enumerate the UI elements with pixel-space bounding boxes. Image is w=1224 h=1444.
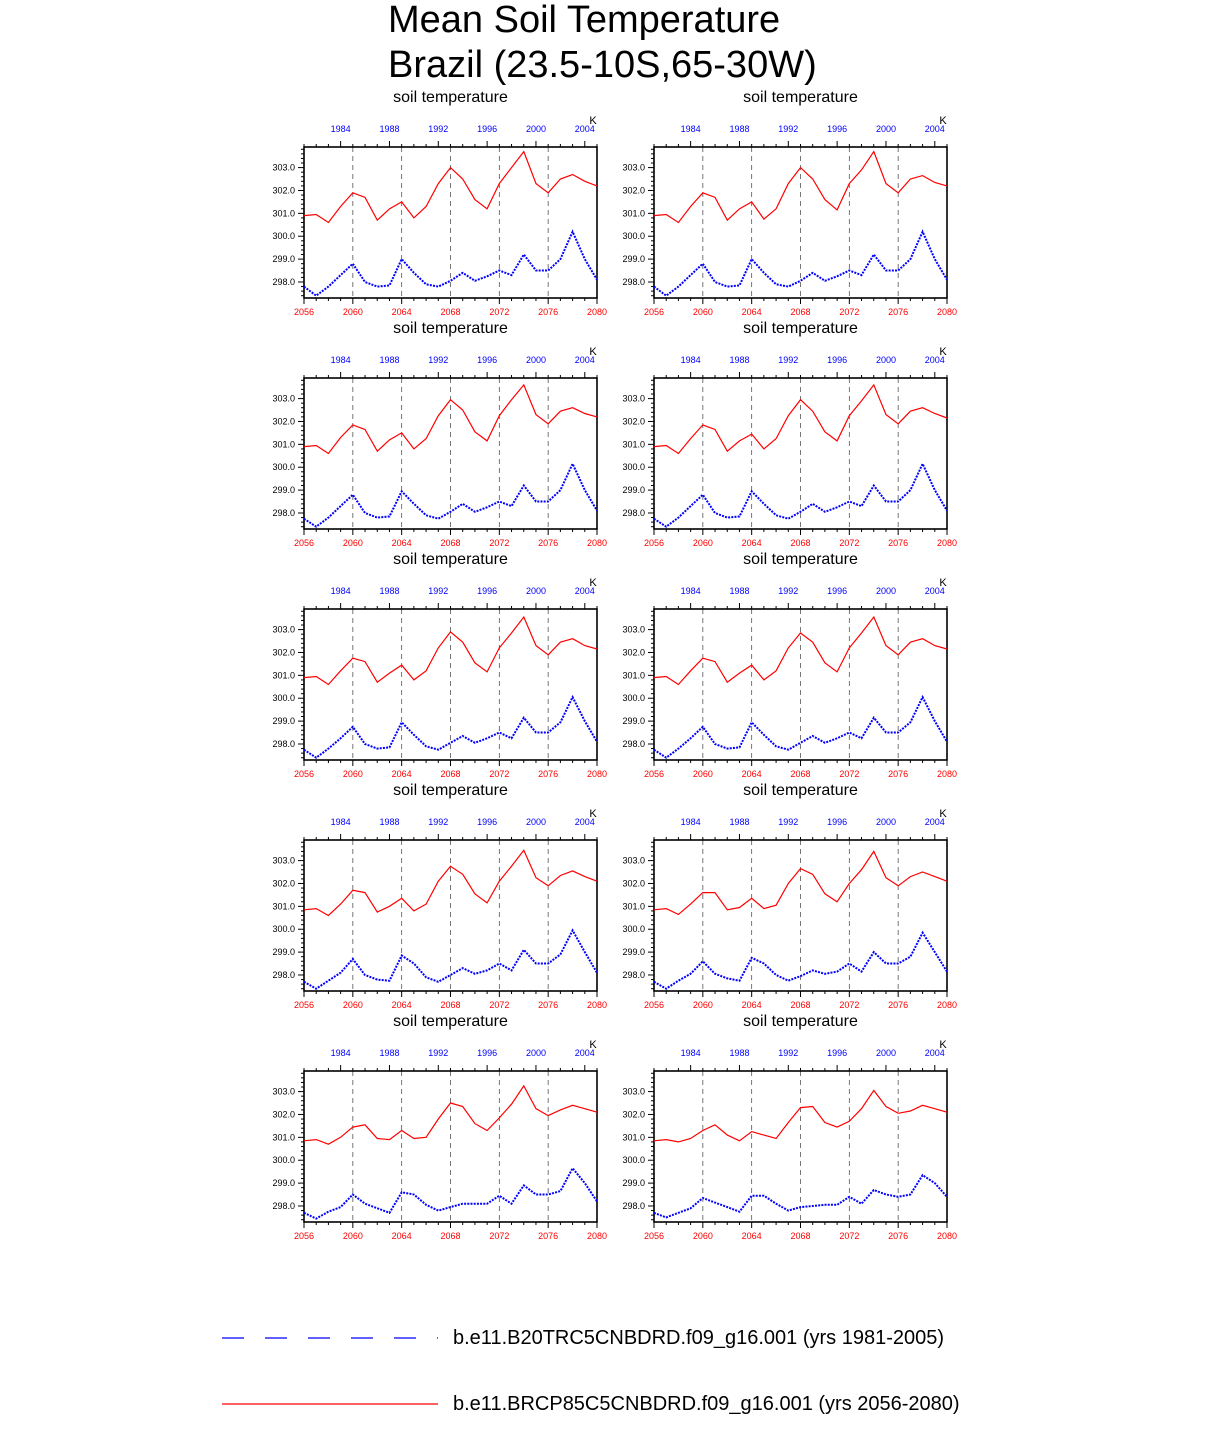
x-tick-label: 2056 [293, 769, 315, 779]
y-tick-label: 303.0 [272, 1086, 295, 1097]
x-tick-label: 2060 [692, 538, 713, 548]
x-top-tick-label: 1988 [379, 1048, 400, 1058]
x-top-tick-label: 2000 [525, 586, 546, 596]
y-tick-label: 300.0 [272, 924, 295, 935]
x-tick-label: 2072 [489, 1000, 510, 1010]
chart-panel-6 [622, 551, 957, 779]
y-tick-label: 303.0 [622, 624, 645, 635]
x-top-tick-label: 1992 [428, 1048, 449, 1058]
x-tick-label: 2060 [692, 1231, 713, 1241]
x-top-tick-label: 1992 [428, 586, 449, 596]
y-tick-label: 303.0 [272, 162, 295, 173]
x-top-tick-label: 1992 [778, 1048, 799, 1058]
x-tick-label: 2056 [643, 1231, 665, 1241]
y-tick-label: 301.0 [622, 208, 645, 219]
x-top-tick-label: 2000 [525, 1048, 546, 1058]
x-top-tick-label: 1996 [827, 124, 848, 134]
y-tick-label: 302.0 [622, 185, 645, 196]
panel-title: soil temperature [393, 551, 508, 568]
panel-title: soil temperature [743, 89, 858, 106]
x-tick-label: 2056 [643, 1000, 665, 1010]
x-top-tick-label: 1992 [778, 586, 799, 596]
y-tick-label: 300.0 [272, 231, 295, 242]
x-top-tick-label: 1988 [379, 586, 400, 596]
x-top-tick-label: 1992 [778, 124, 799, 134]
x-top-tick-label: 2004 [574, 124, 595, 134]
x-tick-label: 2072 [839, 1000, 860, 1010]
units-label: K [589, 346, 597, 358]
y-tick-label: 298.0 [622, 738, 645, 749]
panel-title: soil temperature [393, 1013, 508, 1030]
x-tick-label: 2064 [391, 769, 412, 779]
x-top-tick-label: 2004 [574, 817, 595, 827]
x-tick-label: 2068 [440, 307, 461, 317]
x-top-tick-label: 1984 [330, 355, 351, 365]
x-top-tick-label: 1988 [729, 586, 750, 596]
x-top-tick-label: 1984 [680, 355, 701, 365]
units-label: K [939, 346, 947, 358]
y-tick-label: 298.0 [272, 969, 295, 980]
y-tick-label: 299.0 [272, 716, 295, 727]
x-tick-label: 2056 [643, 769, 665, 779]
y-tick-label: 298.0 [622, 969, 645, 980]
y-tick-label: 301.0 [272, 670, 295, 681]
x-top-tick-label: 1988 [729, 817, 750, 827]
y-tick-label: 301.0 [272, 208, 295, 219]
y-tick-label: 303.0 [622, 162, 645, 173]
units-label: K [939, 577, 947, 589]
x-top-tick-label: 1996 [477, 586, 498, 596]
x-tick-label: 2064 [391, 1000, 412, 1010]
legend-solid-line [220, 1389, 445, 1419]
x-top-tick-label: 2000 [525, 817, 546, 827]
y-tick-label: 298.0 [272, 276, 295, 287]
y-tick-label: 302.0 [622, 416, 645, 427]
x-tick-label: 2056 [293, 1000, 315, 1010]
x-top-tick-label: 2000 [875, 355, 896, 365]
x-tick-label: 2064 [741, 1000, 762, 1010]
y-tick-label: 298.0 [622, 276, 645, 287]
x-tick-label: 2072 [489, 1231, 510, 1241]
legend-label-historical: b.e11.B20TRC5CNBDRD.f09_g16.001 (yrs 1981-2005) [453, 1327, 945, 1349]
chart-panel-4 [622, 320, 957, 548]
x-tick-label: 2060 [342, 1000, 363, 1010]
x-tick-label: 2080 [936, 1231, 958, 1241]
x-top-tick-label: 2000 [525, 124, 546, 134]
y-tick-label: 300.0 [272, 462, 295, 473]
y-tick-label: 300.0 [272, 1155, 295, 1166]
x-tick-label: 2068 [790, 538, 811, 548]
x-top-tick-label: 2004 [574, 1048, 595, 1058]
x-top-tick-label: 2004 [924, 817, 945, 827]
y-tick-label: 300.0 [272, 693, 295, 704]
units-label: K [939, 115, 947, 127]
y-tick-label: 302.0 [272, 878, 295, 889]
chart-panel-2 [622, 89, 957, 317]
historical-series-line [304, 1168, 597, 1218]
panel-title: soil temperature [743, 551, 858, 568]
figure-title-line-1: Mean Soil Temperature [388, 0, 781, 41]
y-tick-label: 301.0 [272, 439, 295, 450]
panel-title: soil temperature [393, 89, 508, 106]
x-top-tick-label: 1984 [680, 586, 701, 596]
y-tick-label: 299.0 [622, 485, 645, 496]
x-tick-label: 2068 [790, 769, 811, 779]
x-top-tick-label: 1984 [330, 817, 351, 827]
y-tick-label: 298.0 [622, 507, 645, 518]
x-top-tick-label: 2004 [574, 586, 595, 596]
x-tick-label: 2060 [692, 769, 713, 779]
chart-panel-3 [272, 320, 607, 548]
x-tick-label: 2072 [839, 769, 860, 779]
x-top-tick-label: 1992 [778, 355, 799, 365]
x-top-tick-label: 1996 [827, 586, 848, 596]
panel-title: soil temperature [393, 320, 508, 337]
x-tick-label: 2056 [643, 538, 665, 548]
x-top-tick-label: 1988 [379, 355, 400, 365]
x-top-tick-label: 1996 [827, 1048, 848, 1058]
x-tick-label: 2056 [293, 1231, 315, 1241]
chart-panel-8 [622, 782, 957, 1010]
y-tick-label: 303.0 [272, 624, 295, 635]
units-label: K [589, 115, 597, 127]
x-tick-label: 2072 [839, 538, 860, 548]
chart-panel-9 [272, 1013, 607, 1241]
chart-panel-5 [272, 551, 607, 779]
x-tick-label: 2072 [489, 538, 510, 548]
y-tick-label: 302.0 [272, 647, 295, 658]
x-tick-label: 2064 [741, 307, 762, 317]
x-tick-label: 2064 [391, 1231, 412, 1241]
chart-panel-1 [272, 89, 607, 317]
y-tick-label: 301.0 [622, 901, 645, 912]
x-top-tick-label: 1984 [330, 124, 351, 134]
legend-label-future: b.e11.BRCP85C5CNBDRD.f09_g16.001 (yrs 2056-2080) [453, 1393, 960, 1415]
x-tick-label: 2064 [391, 538, 412, 548]
y-tick-label: 298.0 [622, 1200, 645, 1211]
x-tick-label: 2056 [293, 538, 315, 548]
x-top-tick-label: 1984 [330, 1048, 351, 1058]
x-top-tick-label: 1984 [680, 1048, 701, 1058]
y-tick-label: 299.0 [272, 485, 295, 496]
x-top-tick-label: 1988 [729, 355, 750, 365]
x-tick-label: 2072 [489, 307, 510, 317]
x-tick-label: 2080 [936, 1000, 958, 1010]
x-top-tick-label: 1988 [729, 124, 750, 134]
y-tick-label: 300.0 [622, 462, 645, 473]
x-top-tick-label: 1996 [477, 817, 498, 827]
x-tick-label: 2076 [888, 1231, 909, 1241]
units-label: K [939, 808, 947, 820]
x-tick-label: 2076 [538, 538, 559, 548]
x-tick-label: 2076 [538, 769, 559, 779]
chart-panel-10 [622, 1013, 957, 1241]
x-tick-label: 2068 [790, 1000, 811, 1010]
x-tick-label: 2072 [489, 769, 510, 779]
figure-title-line-2: Brazil (23.5-10S,65-30W) [388, 44, 817, 86]
x-top-tick-label: 1988 [379, 817, 400, 827]
units-label: K [589, 577, 597, 589]
panel-title: soil temperature [743, 1013, 858, 1030]
x-tick-label: 2060 [692, 1000, 713, 1010]
x-tick-label: 2080 [936, 769, 958, 779]
x-tick-label: 2060 [342, 769, 363, 779]
y-tick-label: 303.0 [622, 1086, 645, 1097]
y-tick-label: 298.0 [272, 1200, 295, 1211]
y-tick-label: 300.0 [622, 693, 645, 704]
x-top-tick-label: 2004 [924, 355, 945, 365]
y-tick-label: 302.0 [272, 1109, 295, 1120]
x-top-tick-label: 2000 [875, 586, 896, 596]
x-top-tick-label: 1996 [827, 355, 848, 365]
x-tick-label: 2064 [741, 1231, 762, 1241]
x-tick-label: 2080 [586, 1231, 608, 1241]
panel-title: soil temperature [743, 782, 858, 799]
x-tick-label: 2080 [586, 307, 608, 317]
x-top-tick-label: 1992 [428, 124, 449, 134]
x-tick-label: 2064 [741, 769, 762, 779]
x-tick-label: 2060 [342, 538, 363, 548]
x-tick-label: 2076 [888, 1000, 909, 1010]
x-top-tick-label: 1984 [680, 817, 701, 827]
x-top-tick-label: 1984 [680, 124, 701, 134]
y-tick-label: 302.0 [622, 647, 645, 658]
y-tick-label: 301.0 [272, 1132, 295, 1143]
x-top-tick-label: 1996 [477, 124, 498, 134]
y-tick-label: 299.0 [622, 947, 645, 958]
y-tick-label: 302.0 [272, 416, 295, 427]
x-tick-label: 2080 [586, 1000, 608, 1010]
legend-entry-future [220, 1389, 1020, 1419]
y-tick-label: 299.0 [622, 716, 645, 727]
units-label: K [589, 1039, 597, 1051]
y-tick-label: 300.0 [622, 924, 645, 935]
x-tick-label: 2080 [586, 769, 608, 779]
legend-dashed-line [220, 1323, 445, 1353]
x-tick-label: 2060 [692, 307, 713, 317]
x-top-tick-label: 2004 [924, 124, 945, 134]
y-tick-label: 303.0 [272, 855, 295, 866]
x-tick-label: 2080 [936, 307, 958, 317]
y-tick-label: 302.0 [622, 1109, 645, 1120]
x-top-tick-label: 1988 [729, 1048, 750, 1058]
x-tick-label: 2068 [440, 1000, 461, 1010]
chart-panel-7 [272, 782, 607, 1010]
y-tick-label: 299.0 [622, 1178, 645, 1189]
x-top-tick-label: 2004 [574, 355, 595, 365]
x-tick-label: 2072 [839, 1231, 860, 1241]
y-tick-label: 299.0 [272, 254, 295, 265]
units-label: K [589, 808, 597, 820]
x-tick-label: 2068 [440, 538, 461, 548]
x-tick-label: 2068 [440, 769, 461, 779]
x-top-tick-label: 1992 [428, 355, 449, 365]
units-label: K [939, 1039, 947, 1051]
y-tick-label: 299.0 [622, 254, 645, 265]
x-top-tick-label: 2004 [924, 1048, 945, 1058]
x-tick-label: 2068 [440, 1231, 461, 1241]
y-tick-label: 300.0 [622, 1155, 645, 1166]
x-tick-label: 2076 [888, 307, 909, 317]
x-top-tick-label: 2000 [875, 1048, 896, 1058]
x-top-tick-label: 1996 [477, 355, 498, 365]
x-top-tick-label: 2000 [875, 817, 896, 827]
y-tick-label: 298.0 [272, 738, 295, 749]
y-tick-label: 303.0 [622, 393, 645, 404]
y-tick-label: 301.0 [622, 1132, 645, 1143]
x-tick-label: 2064 [741, 538, 762, 548]
x-tick-label: 2076 [538, 1231, 559, 1241]
y-tick-label: 301.0 [622, 670, 645, 681]
x-top-tick-label: 1996 [477, 1048, 498, 1058]
panel-title: soil temperature [393, 782, 508, 799]
y-tick-label: 303.0 [272, 393, 295, 404]
x-tick-label: 2064 [391, 307, 412, 317]
x-top-tick-label: 1988 [379, 124, 400, 134]
y-tick-label: 301.0 [622, 439, 645, 450]
y-tick-label: 302.0 [622, 878, 645, 889]
panel-title: soil temperature [743, 320, 858, 337]
x-tick-label: 2076 [538, 1000, 559, 1010]
x-tick-label: 2076 [888, 538, 909, 548]
y-tick-label: 299.0 [272, 947, 295, 958]
y-tick-label: 298.0 [272, 507, 295, 518]
x-top-tick-label: 1984 [330, 586, 351, 596]
x-top-tick-label: 1996 [827, 817, 848, 827]
y-tick-label: 299.0 [272, 1178, 295, 1189]
x-tick-label: 2068 [790, 1231, 811, 1241]
x-tick-label: 2076 [538, 307, 559, 317]
legend-entry-historical [220, 1323, 1020, 1353]
x-top-tick-label: 2000 [525, 355, 546, 365]
x-tick-label: 2060 [342, 307, 363, 317]
x-tick-label: 2080 [936, 538, 958, 548]
x-tick-label: 2060 [342, 1231, 363, 1241]
x-tick-label: 2080 [586, 538, 608, 548]
x-top-tick-label: 2004 [924, 586, 945, 596]
y-tick-label: 303.0 [622, 855, 645, 866]
x-tick-label: 2056 [643, 307, 665, 317]
x-top-tick-label: 1992 [778, 817, 799, 827]
y-tick-label: 300.0 [622, 231, 645, 242]
x-top-tick-label: 2000 [875, 124, 896, 134]
x-tick-label: 2056 [293, 307, 315, 317]
x-tick-label: 2076 [888, 769, 909, 779]
x-tick-label: 2068 [790, 307, 811, 317]
y-tick-label: 301.0 [272, 901, 295, 912]
x-tick-label: 2072 [839, 307, 860, 317]
x-top-tick-label: 1992 [428, 817, 449, 827]
y-tick-label: 302.0 [272, 185, 295, 196]
